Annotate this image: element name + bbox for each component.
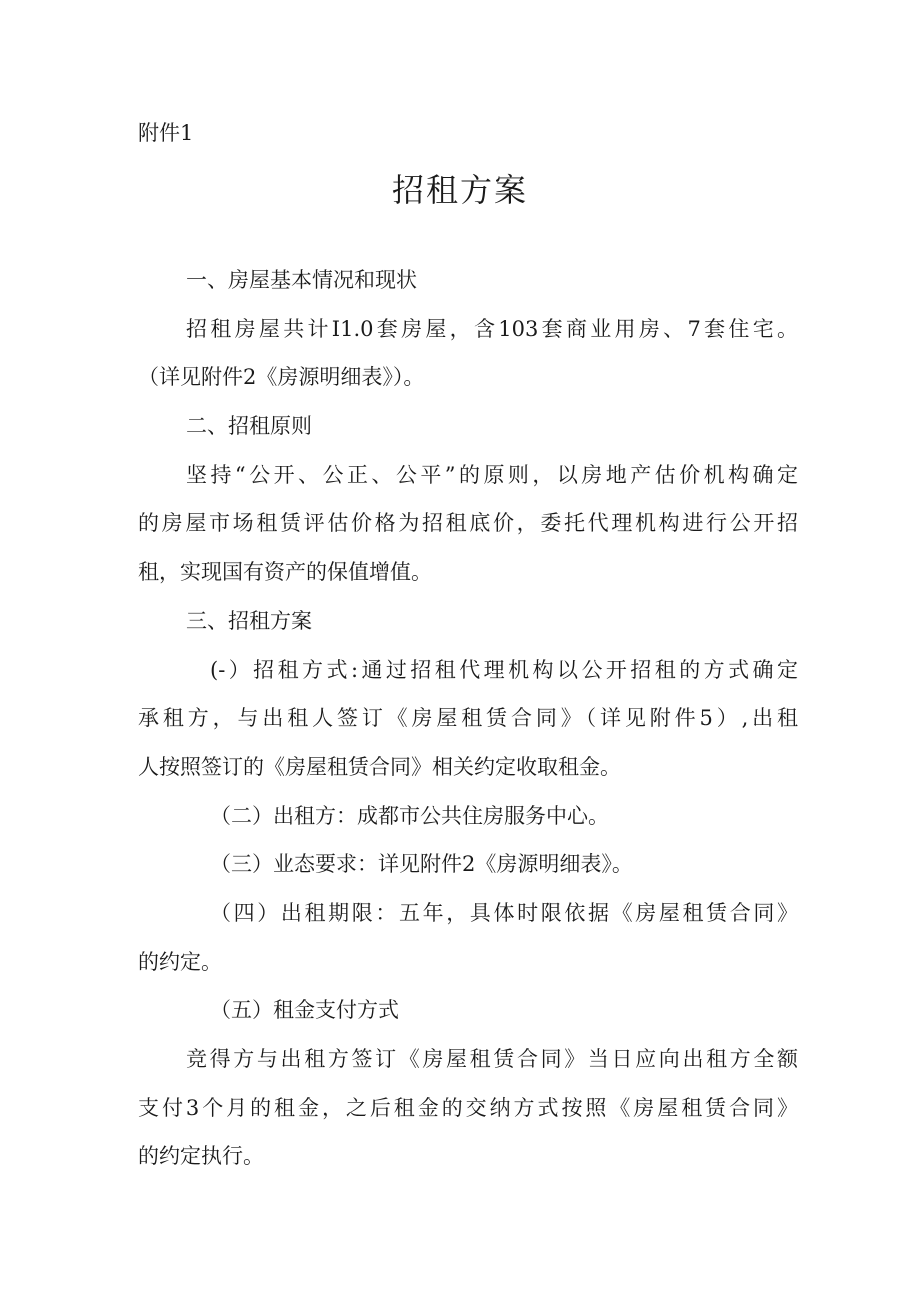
paragraph-line: 承租方，与出租人签订《房屋租赁合同》（详见附件5）,出租 (138, 706, 798, 731)
paragraph-line: 的约定执行。 (138, 1144, 264, 1169)
section-heading-2: 二、招租原则 (186, 414, 312, 439)
section-heading-3: 三、招租方案 (186, 608, 312, 633)
attachment-label: 附件1 (138, 121, 194, 145)
paragraph-line: 招租房屋共计I1.0套房屋，含103套商业用房、7套住宅。 (186, 316, 798, 341)
document-body (138, 260, 798, 1185)
document-title: 招租方案 (391, 171, 528, 209)
paragraph-line: 租，实现国有资产的保值增值。 (138, 560, 432, 585)
paragraph-line: （详见附件2《房源明细表》）。 (138, 365, 425, 390)
paragraph-line: (-）招租方式:通过招租代理机构以公开招租的方式确定 (210, 657, 798, 682)
paragraph-line: 人按照签订的《房屋租赁合同》相关约定收取租金。 (138, 754, 621, 779)
subsection-heading: （五）租金支付方式 (210, 998, 399, 1023)
paragraph-line: 坚持“公开、公正、公平”的原则，以房地产估价机构确定 (186, 462, 798, 487)
section-heading-1: 一、房屋基本情况和现状 (186, 268, 417, 292)
subsection-line: （二）出租方：成都市公共住房服务中心。 (210, 803, 609, 828)
paragraph-line: 的房屋市场租赁评估价格为招租底价，委托代理机构进行公开招 (138, 511, 798, 536)
subsection-line: （四）出租期限：五年，具体时限依据《房屋租赁合同》 (210, 900, 798, 925)
subsection-line: （三）业态要求：详见附件2《房源明细表》。 (210, 852, 633, 877)
paragraph-line: 的约定。 (138, 949, 222, 974)
paragraph-line: 支付3个月的租金，之后租金的交纳方式按照《房屋租赁合同》 (138, 1095, 798, 1120)
paragraph-line: 竞得方与出租方签订《房屋租赁合同》当日应向出租方全额 (186, 1047, 798, 1071)
